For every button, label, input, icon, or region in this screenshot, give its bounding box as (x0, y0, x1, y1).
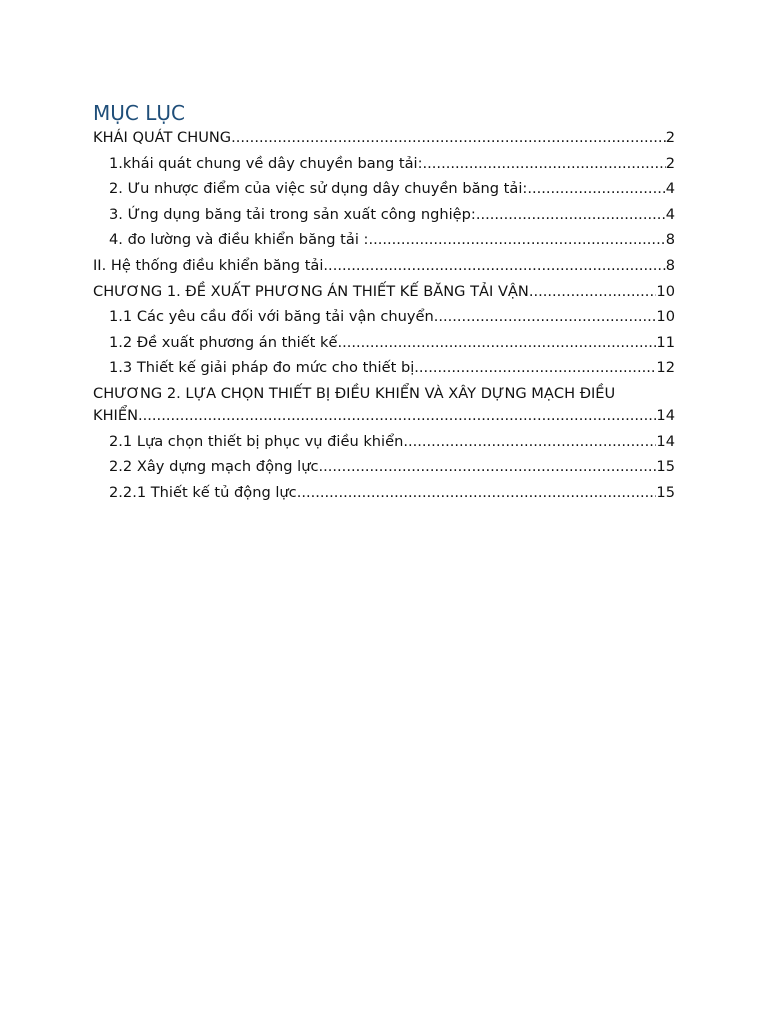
toc-entry-text: 3. Ứng dụng băng tải trong sản xuất công nghiệp: (109, 205, 476, 223)
toc-page-number: 15 (656, 458, 675, 476)
toc-entry-text: 1.3 Thiết kế giải pháp đo mức cho thiết bị (109, 359, 415, 377)
toc-entry-1-2[interactable] (93, 332, 675, 354)
toc-entry-text: 1.1 Các yêu cầu đối với băng tải vận chuyển (109, 308, 434, 326)
toc-leader-dots (318, 456, 656, 478)
toc-entry-text-line2: KHIỂN (93, 406, 138, 424)
toc-leader-dots (323, 255, 665, 277)
toc-entry-text: KHÁI QUÁT CHUNG (93, 129, 232, 146)
toc-entry-text: 1.2 Đề xuất phương án thiết kế (109, 333, 338, 351)
toc-entry-1-1[interactable] (93, 306, 675, 328)
toc-page-number: 8 (665, 231, 675, 249)
toc-page-number: 11 (656, 333, 675, 351)
toc-page-number: 8 (665, 256, 675, 274)
toc-leader-dots (414, 357, 656, 379)
toc-page-number: 14 (656, 432, 675, 450)
toc-entry-chuong-1[interactable] (93, 281, 675, 303)
toc-page-number: 4 (665, 205, 675, 223)
toc-leader-dots (434, 306, 657, 328)
toc-entry-chuong-2[interactable] (93, 383, 675, 427)
toc-page-number: 10 (656, 282, 675, 300)
toc-leader-dots (423, 153, 666, 175)
toc-entry-1-3[interactable] (93, 357, 675, 379)
toc-entry-khai-quat-chung[interactable] (93, 127, 675, 149)
toc-entry-2-2-1[interactable] (93, 482, 675, 504)
toc-page-number: 4 (665, 180, 675, 198)
toc-entry-text: 2.2 Xây dựng mạch động lực (109, 458, 319, 476)
toc-page-number: 2 (665, 154, 675, 172)
toc-list (93, 127, 675, 504)
toc-entry-1[interactable] (93, 153, 675, 175)
toc-leader-dots (529, 281, 657, 303)
toc-page-number: 15 (656, 483, 675, 501)
toc-leader-dots (297, 482, 657, 504)
toc-entry-text: 1.khái quát chung về dây chuyền bang tải: (109, 154, 423, 172)
toc-entry-text: 2.1 Lựa chọn thiết bị phục vụ điều khiển (109, 432, 404, 450)
toc-entry-ii[interactable] (93, 255, 675, 277)
toc-entry-text: 2. Ưu nhược điểm của việc sử dụng dây chuyền băng tải: (109, 180, 528, 198)
toc-leader-dots (368, 229, 665, 251)
toc-entry-2-1[interactable] (93, 431, 675, 453)
toc-entry-text: II. Hệ thống điều khiển băng tải (93, 256, 324, 274)
toc-entry-4[interactable] (93, 229, 675, 251)
toc-leader-dots (337, 332, 656, 354)
toc-leader-dots (138, 405, 656, 427)
toc-title: MỤC LỤC (93, 101, 185, 125)
toc-entry-text: 2.2.1 Thiết kế tủ động lực (109, 483, 297, 501)
toc-entry-2[interactable] (93, 178, 675, 200)
toc-page-number: 12 (656, 359, 675, 377)
toc-page-number: 14 (656, 406, 675, 424)
toc-entry-text-line1: CHƯƠNG 2. LỰA CHỌN THIẾT BỊ ĐIỀU KHIỂN VÀ XÂY DỰNG MẠCH ĐIỀU (93, 384, 616, 402)
toc-entry-2-2[interactable] (93, 456, 675, 478)
toc-leader-dots (476, 204, 666, 226)
toc-page-number: 2 (665, 129, 675, 146)
toc-page-number: 10 (656, 308, 675, 326)
toc-leader-dots (527, 178, 665, 200)
toc-leader-dots (231, 127, 666, 149)
toc-entry-text: CHƯƠNG 1. ĐỀ XUẤT PHƯƠNG ÁN THIẾT KẾ BĂNG TẢI VẬN (93, 282, 529, 300)
toc-leader-dots (403, 431, 656, 453)
toc-entry-text: 4. đo lường và điều khiển băng tải : (109, 231, 369, 249)
document-page (93, 100, 675, 507)
toc-entry-3[interactable] (93, 204, 675, 226)
